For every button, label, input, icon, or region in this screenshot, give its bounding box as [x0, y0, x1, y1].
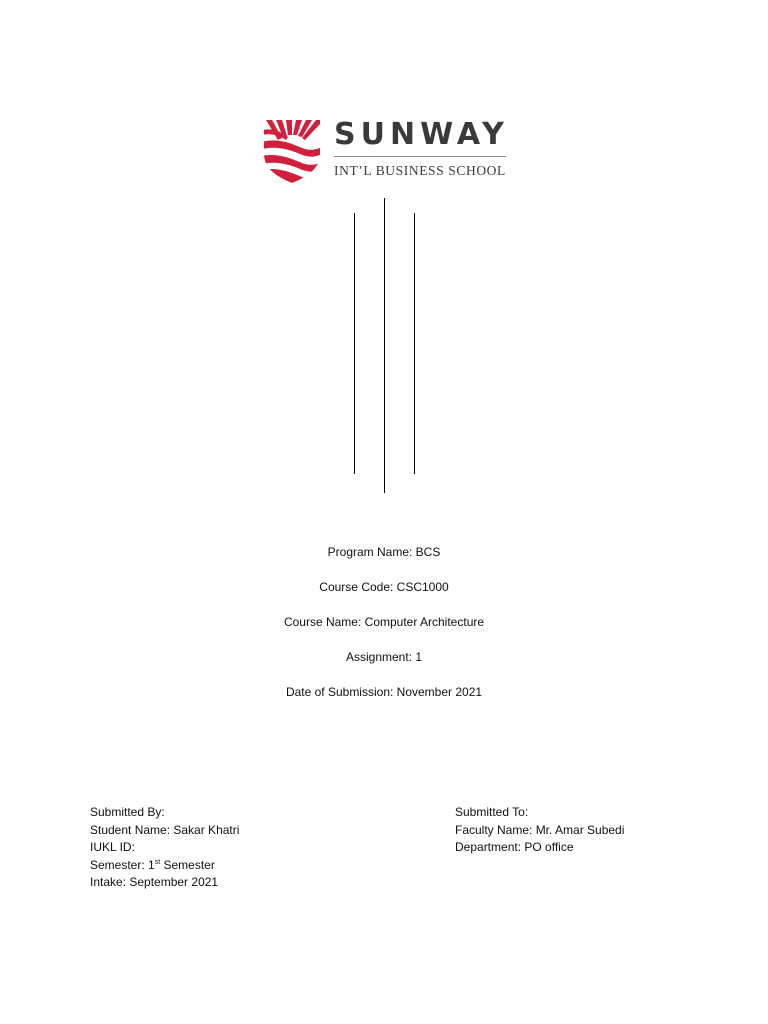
vertical-line-center: [384, 198, 385, 493]
program-name: Program Name: BCS: [327, 545, 441, 559]
logo-divider: [334, 156, 506, 157]
submitted-to-heading: Submitted To:: [455, 805, 529, 819]
logo-tagline: INT’L BUSINESS SCHOOL: [334, 163, 506, 178]
intake: Intake: September 2021: [90, 875, 219, 889]
logo-wordmark: SUNWAY: [334, 117, 509, 152]
faculty-name: Faculty Name: Mr. Amar Subedi: [455, 822, 625, 837]
shield-sunburst-icon: [262, 116, 322, 184]
assignment-number: Assignment: 1: [345, 650, 423, 664]
vertical-line-right: [414, 213, 415, 474]
submitted-by-block: [90, 804, 239, 892]
course-code: Course Code: CSC1000: [319, 580, 449, 594]
submitted-by-heading: Submitted By:: [90, 805, 165, 819]
semester-suffix: Semester: [160, 857, 215, 872]
course-name: Course Name: Computer Architecture: [283, 615, 485, 629]
semester-ordinal: st: [154, 858, 161, 866]
semester-prefix: Semester: 1: [90, 857, 155, 872]
department: Department: PO office: [455, 840, 574, 854]
submitted-to-block: [455, 804, 624, 857]
sunway-logo: [262, 116, 508, 186]
student-name: Student Name: Sakar Khatri: [90, 822, 240, 837]
submission-date: Date of Submission: November 2021: [285, 685, 483, 699]
iukl-id: IUKL ID:: [90, 840, 135, 854]
vertical-line-left: [354, 213, 355, 474]
semester: [90, 857, 239, 875]
